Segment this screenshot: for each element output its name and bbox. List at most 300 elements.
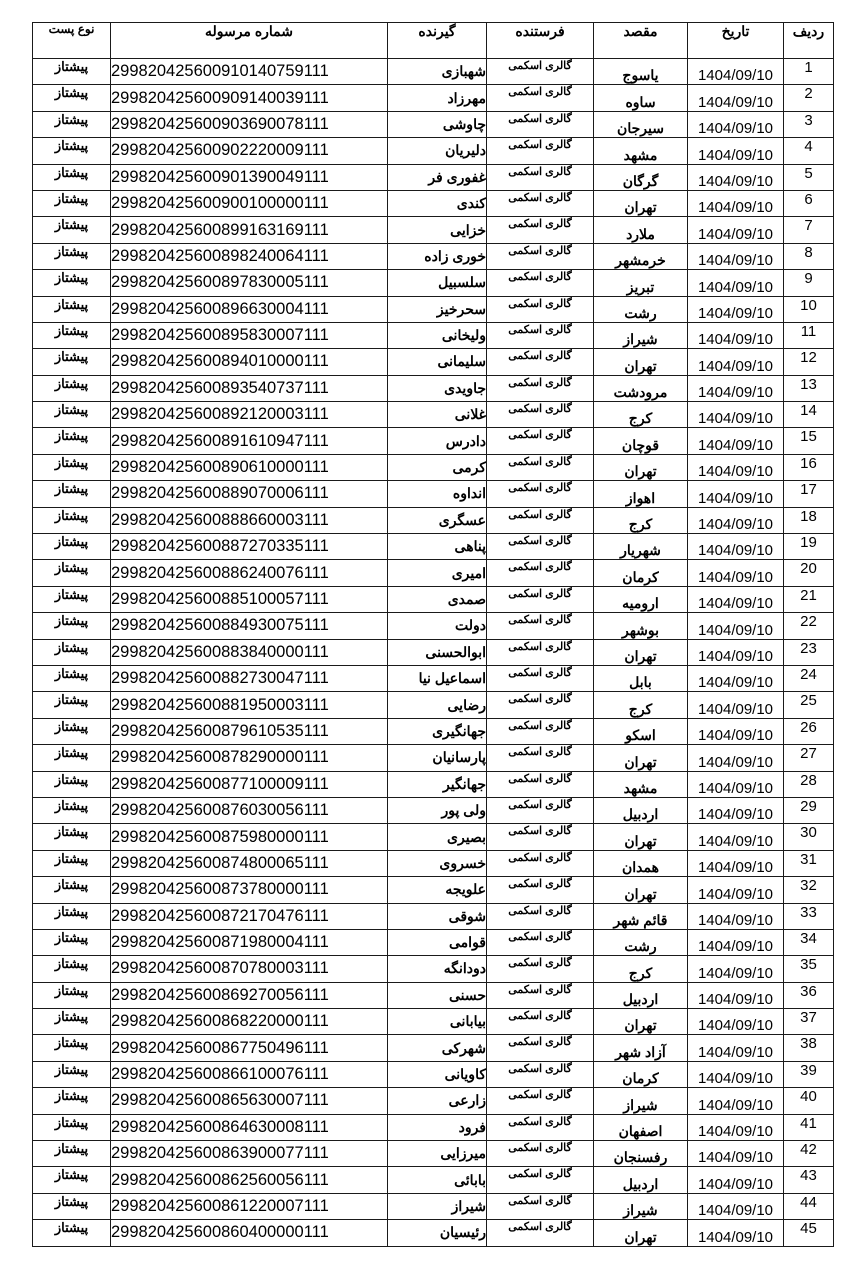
row-tracking-number: 299820425600889070006111 — [111, 481, 388, 507]
row-destination: اردبیل — [594, 1167, 688, 1193]
row-recipient: صمدی — [388, 586, 487, 612]
row-tracking-number: 299820425600887270335111 — [111, 534, 388, 560]
row-tracking-number: 299820425600883840000111 — [111, 639, 388, 665]
table-row — [33, 586, 834, 612]
table-row — [33, 1114, 834, 1140]
row-recipient: شهرکی — [388, 1035, 487, 1061]
row-recipient: خزایی — [388, 217, 487, 243]
table-row — [33, 349, 834, 375]
row-tracking-number: 299820425600861220007111 — [111, 1193, 388, 1219]
row-post-type: پیشتاز — [33, 507, 111, 533]
row-tracking-number: 299820425600869270056111 — [111, 982, 388, 1008]
row-destination: مشهد — [594, 771, 688, 797]
row-destination: قائم شهر — [594, 903, 688, 929]
row-tracking-number: 299820425600862560056111 — [111, 1167, 388, 1193]
row-sender: گالری اسکمی — [487, 454, 594, 480]
row-date: 1404/09/10 — [688, 1220, 784, 1246]
row-number: 44 — [784, 1193, 834, 1219]
row-tracking-number: 299820425600901390049111 — [111, 164, 388, 190]
row-recipient: جهانگیر — [388, 771, 487, 797]
row-date: 1404/09/10 — [688, 1141, 784, 1167]
table-row — [33, 243, 834, 269]
row-recipient: کندی — [388, 190, 487, 216]
row-number: 36 — [784, 982, 834, 1008]
row-date: 1404/09/10 — [688, 59, 784, 85]
table-row — [33, 797, 834, 823]
table-row — [33, 138, 834, 164]
row-sender: گالری اسکمی — [487, 850, 594, 876]
row-post-type: پیشتاز — [33, 190, 111, 216]
row-destination: کرج — [594, 692, 688, 718]
row-date: 1404/09/10 — [688, 982, 784, 1008]
table-row — [33, 375, 834, 401]
row-recipient: مهرزاد — [388, 85, 487, 111]
row-date: 1404/09/10 — [688, 402, 784, 428]
row-destination: کرج — [594, 956, 688, 982]
row-sender: گالری اسکمی — [487, 164, 594, 190]
row-destination: اسکو — [594, 718, 688, 744]
row-destination: شیراز — [594, 1088, 688, 1114]
row-post-type: پیشتاز — [33, 1141, 111, 1167]
row-recipient: جاویدی — [388, 375, 487, 401]
row-number: 11 — [784, 322, 834, 348]
row-date: 1404/09/10 — [688, 1035, 784, 1061]
row-number: 39 — [784, 1061, 834, 1087]
row-tracking-number: 299820425600884930075111 — [111, 613, 388, 639]
row-number: 42 — [784, 1141, 834, 1167]
row-post-type: پیشتاز — [33, 613, 111, 639]
row-number: 30 — [784, 824, 834, 850]
row-date: 1404/09/10 — [688, 507, 784, 533]
row-tracking-number: 299820425600909140039111 — [111, 85, 388, 111]
row-date: 1404/09/10 — [688, 217, 784, 243]
row-sender: گالری اسکمی — [487, 745, 594, 771]
row-post-type: پیشتاز — [33, 243, 111, 269]
row-tracking-number: 299820425600893540737111 — [111, 375, 388, 401]
row-tracking-number: 299820425600871980004111 — [111, 929, 388, 955]
table-row — [33, 270, 834, 296]
row-sender: گالری اسکمی — [487, 1114, 594, 1140]
row-recipient: بصیری — [388, 824, 487, 850]
row-date: 1404/09/10 — [688, 1193, 784, 1219]
row-date: 1404/09/10 — [688, 1088, 784, 1114]
row-destination: تهران — [594, 824, 688, 850]
row-post-type: پیشتاز — [33, 1009, 111, 1035]
row-number: 16 — [784, 454, 834, 480]
row-destination: سیرجان — [594, 111, 688, 137]
row-recipient: رئیسیان — [388, 1220, 487, 1246]
table-row — [33, 903, 834, 929]
table-row — [33, 507, 834, 533]
row-destination: اهواز — [594, 481, 688, 507]
row-tracking-number: 299820425600868220000111 — [111, 1009, 388, 1035]
row-tracking-number: 299820425600876030056111 — [111, 797, 388, 823]
row-post-type: پیشتاز — [33, 639, 111, 665]
row-sender: گالری اسکمی — [487, 375, 594, 401]
row-tracking-number: 299820425600891610947111 — [111, 428, 388, 454]
row-recipient: انداوه — [388, 481, 487, 507]
row-number: 14 — [784, 402, 834, 428]
row-date: 1404/09/10 — [688, 877, 784, 903]
row-destination: رشت — [594, 296, 688, 322]
row-destination: آزاد شهر — [594, 1035, 688, 1061]
row-tracking-number: 299820425600873780000111 — [111, 877, 388, 903]
row-number: 17 — [784, 481, 834, 507]
row-post-type: پیشتاز — [33, 217, 111, 243]
header-post-type: نوع پست — [33, 23, 111, 59]
row-post-type: پیشتاز — [33, 270, 111, 296]
row-number: 2 — [784, 85, 834, 111]
row-date: 1404/09/10 — [688, 85, 784, 111]
row-post-type: پیشتاز — [33, 877, 111, 903]
row-post-type: پیشتاز — [33, 665, 111, 691]
header-tracking-number: شماره مرسوله — [111, 23, 388, 59]
row-recipient: بابائی — [388, 1167, 487, 1193]
row-date: 1404/09/10 — [688, 481, 784, 507]
row-recipient: شیراز — [388, 1193, 487, 1219]
row-recipient: ولی پور — [388, 797, 487, 823]
row-recipient: اسماعیل نیا — [388, 665, 487, 691]
row-post-type: پیشتاز — [33, 982, 111, 1008]
row-date: 1404/09/10 — [688, 692, 784, 718]
row-destination: اردبیل — [594, 982, 688, 1008]
row-post-type: پیشتاز — [33, 296, 111, 322]
row-post-type: پیشتاز — [33, 560, 111, 586]
table-row — [33, 1009, 834, 1035]
row-recipient: خسروی — [388, 850, 487, 876]
row-sender: گالری اسکمی — [487, 322, 594, 348]
table-row — [33, 613, 834, 639]
row-destination: ملارد — [594, 217, 688, 243]
row-sender: گالری اسکمی — [487, 1193, 594, 1219]
table-row — [33, 745, 834, 771]
table-row — [33, 428, 834, 454]
row-sender: گالری اسکمی — [487, 639, 594, 665]
row-destination: بوشهر — [594, 613, 688, 639]
row-tracking-number: 299820425600860400000111 — [111, 1220, 388, 1246]
table-row — [33, 665, 834, 691]
table-row — [33, 877, 834, 903]
row-post-type: پیشتاز — [33, 454, 111, 480]
row-sender: گالری اسکمی — [487, 929, 594, 955]
row-sender: گالری اسکمی — [487, 877, 594, 903]
row-tracking-number: 299820425600895830007111 — [111, 322, 388, 348]
row-date: 1404/09/10 — [688, 349, 784, 375]
table-row — [33, 59, 834, 85]
row-date: 1404/09/10 — [688, 111, 784, 137]
row-recipient: پناهی — [388, 534, 487, 560]
table-body — [33, 59, 834, 1247]
row-number: 35 — [784, 956, 834, 982]
header-recipient: گیرنده — [388, 23, 487, 59]
row-post-type: پیشتاز — [33, 745, 111, 771]
header-row — [33, 23, 834, 59]
row-number: 18 — [784, 507, 834, 533]
row-number: 23 — [784, 639, 834, 665]
header-date: تاریخ — [688, 23, 784, 59]
row-recipient: قوامی — [388, 929, 487, 955]
row-recipient: ابوالحسنی — [388, 639, 487, 665]
row-destination: کرمان — [594, 1061, 688, 1087]
row-recipient: سلسبیل — [388, 270, 487, 296]
row-number: 38 — [784, 1035, 834, 1061]
table-row — [33, 771, 834, 797]
row-recipient: کرمی — [388, 454, 487, 480]
row-recipient: دودانگه — [388, 956, 487, 982]
row-number: 1 — [784, 59, 834, 85]
row-recipient: جهانگیری — [388, 718, 487, 744]
row-number: 10 — [784, 296, 834, 322]
row-destination: ارومیه — [594, 586, 688, 612]
row-post-type: پیشتاز — [33, 956, 111, 982]
header-destination: مقصد — [594, 23, 688, 59]
row-post-type: پیشتاز — [33, 929, 111, 955]
row-date: 1404/09/10 — [688, 718, 784, 744]
row-tracking-number: 299820425600864630008111 — [111, 1114, 388, 1140]
row-destination: مشهد — [594, 138, 688, 164]
table-row — [33, 1167, 834, 1193]
row-recipient: چاوشی — [388, 111, 487, 137]
row-post-type: پیشتاز — [33, 718, 111, 744]
row-destination: تهران — [594, 745, 688, 771]
row-number: 6 — [784, 190, 834, 216]
row-recipient: زارعی — [388, 1088, 487, 1114]
row-post-type: پیشتاز — [33, 797, 111, 823]
row-sender: گالری اسکمی — [487, 1088, 594, 1114]
row-recipient: بیابانی — [388, 1009, 487, 1035]
row-destination: مرودشت — [594, 375, 688, 401]
row-sender: گالری اسکمی — [487, 982, 594, 1008]
row-date: 1404/09/10 — [688, 1167, 784, 1193]
table-row — [33, 718, 834, 744]
row-recipient: رضایی — [388, 692, 487, 718]
row-destination: گرگان — [594, 164, 688, 190]
row-number: 41 — [784, 1114, 834, 1140]
row-destination: تهران — [594, 639, 688, 665]
row-date: 1404/09/10 — [688, 164, 784, 190]
table-row — [33, 164, 834, 190]
row-post-type: پیشتاز — [33, 481, 111, 507]
row-number: 21 — [784, 586, 834, 612]
row-tracking-number: 299820425600899163169111 — [111, 217, 388, 243]
row-date: 1404/09/10 — [688, 560, 784, 586]
row-sender: گالری اسکمی — [487, 138, 594, 164]
row-tracking-number: 299820425600885100057111 — [111, 586, 388, 612]
row-destination: همدان — [594, 850, 688, 876]
row-number: 31 — [784, 850, 834, 876]
table-row — [33, 111, 834, 137]
row-number: 26 — [784, 718, 834, 744]
row-destination: بابل — [594, 665, 688, 691]
row-number: 12 — [784, 349, 834, 375]
row-recipient: دولت — [388, 613, 487, 639]
row-number: 13 — [784, 375, 834, 401]
row-date: 1404/09/10 — [688, 322, 784, 348]
row-date: 1404/09/10 — [688, 929, 784, 955]
row-date: 1404/09/10 — [688, 1114, 784, 1140]
row-recipient: خوری زاده — [388, 243, 487, 269]
table-row — [33, 850, 834, 876]
table-row — [33, 481, 834, 507]
row-recipient: پارسانیان — [388, 745, 487, 771]
row-post-type: پیشتاز — [33, 534, 111, 560]
row-date: 1404/09/10 — [688, 771, 784, 797]
row-tracking-number: 299820425600882730047111 — [111, 665, 388, 691]
row-number: 5 — [784, 164, 834, 190]
row-post-type: پیشتاز — [33, 349, 111, 375]
row-recipient: سحرخیز — [388, 296, 487, 322]
row-post-type: پیشتاز — [33, 824, 111, 850]
table-row — [33, 982, 834, 1008]
row-post-type: پیشتاز — [33, 1088, 111, 1114]
row-tracking-number: 299820425600890610000111 — [111, 454, 388, 480]
row-recipient: غلانی — [388, 402, 487, 428]
row-tracking-number: 299820425600888660003111 — [111, 507, 388, 533]
row-sender: گالری اسکمی — [487, 692, 594, 718]
row-post-type: پیشتاز — [33, 850, 111, 876]
row-post-type: پیشتاز — [33, 1061, 111, 1087]
row-recipient: امیری — [388, 560, 487, 586]
table-row — [33, 85, 834, 111]
row-destination: تهران — [594, 1220, 688, 1246]
row-sender: گالری اسکمی — [487, 1035, 594, 1061]
row-destination: شیراز — [594, 1193, 688, 1219]
row-destination: ساوه — [594, 85, 688, 111]
table-row — [33, 560, 834, 586]
row-tracking-number: 299820425600865630007111 — [111, 1088, 388, 1114]
table-row — [33, 217, 834, 243]
row-recipient: کاویانی — [388, 1061, 487, 1087]
row-sender: گالری اسکمی — [487, 190, 594, 216]
row-post-type: پیشتاز — [33, 692, 111, 718]
row-tracking-number: 299820425600867750496111 — [111, 1035, 388, 1061]
row-number: 43 — [784, 1167, 834, 1193]
row-sender: گالری اسکمی — [487, 1061, 594, 1087]
row-recipient: ولیخانی — [388, 322, 487, 348]
row-recipient: علویجه — [388, 877, 487, 903]
row-destination: یاسوج — [594, 59, 688, 85]
row-post-type: پیشتاز — [33, 111, 111, 137]
row-number: 28 — [784, 771, 834, 797]
row-date: 1404/09/10 — [688, 138, 784, 164]
row-destination: شهریار — [594, 534, 688, 560]
row-sender: گالری اسکمی — [487, 85, 594, 111]
row-number: 40 — [784, 1088, 834, 1114]
row-tracking-number: 299820425600897830005111 — [111, 270, 388, 296]
table-row — [33, 322, 834, 348]
row-date: 1404/09/10 — [688, 1061, 784, 1087]
row-post-type: پیشتاز — [33, 59, 111, 85]
row-tracking-number: 299820425600872170476111 — [111, 903, 388, 929]
row-date: 1404/09/10 — [688, 586, 784, 612]
row-recipient: غفوری فر — [388, 164, 487, 190]
row-sender: گالری اسکمی — [487, 956, 594, 982]
row-sender: گالری اسکمی — [487, 1220, 594, 1246]
row-post-type: پیشتاز — [33, 1114, 111, 1140]
row-sender: گالری اسکمی — [487, 534, 594, 560]
row-tracking-number: 299820425600898240064111 — [111, 243, 388, 269]
row-number: 9 — [784, 270, 834, 296]
header-row-number: ردیف — [784, 23, 834, 59]
row-number: 29 — [784, 797, 834, 823]
row-date: 1404/09/10 — [688, 428, 784, 454]
table-row — [33, 1088, 834, 1114]
row-sender: گالری اسکمی — [487, 613, 594, 639]
row-number: 45 — [784, 1220, 834, 1246]
row-destination: تهران — [594, 349, 688, 375]
row-sender: گالری اسکمی — [487, 771, 594, 797]
table-row — [33, 190, 834, 216]
row-tracking-number: 299820425600878290000111 — [111, 745, 388, 771]
row-sender: گالری اسکمی — [487, 586, 594, 612]
row-post-type: پیشتاز — [33, 903, 111, 929]
row-sender: گالری اسکمی — [487, 481, 594, 507]
row-tracking-number: 299820425600881950003111 — [111, 692, 388, 718]
row-post-type: پیشتاز — [33, 1193, 111, 1219]
row-date: 1404/09/10 — [688, 745, 784, 771]
row-sender: گالری اسکمی — [487, 903, 594, 929]
row-date: 1404/09/10 — [688, 665, 784, 691]
row-number: 3 — [784, 111, 834, 137]
row-post-type: پیشتاز — [33, 402, 111, 428]
row-date: 1404/09/10 — [688, 375, 784, 401]
row-date: 1404/09/10 — [688, 243, 784, 269]
row-number: 25 — [784, 692, 834, 718]
row-number: 20 — [784, 560, 834, 586]
row-post-type: پیشتاز — [33, 85, 111, 111]
row-sender: گالری اسکمی — [487, 1141, 594, 1167]
row-sender: گالری اسکمی — [487, 428, 594, 454]
row-destination: رفسنجان — [594, 1141, 688, 1167]
row-tracking-number: 299820425600866100076111 — [111, 1061, 388, 1087]
table-row — [33, 454, 834, 480]
row-tracking-number: 299820425600879610535111 — [111, 718, 388, 744]
table-row — [33, 929, 834, 955]
row-number: 34 — [784, 929, 834, 955]
row-recipient: دادرس — [388, 428, 487, 454]
row-number: 27 — [784, 745, 834, 771]
row-sender: گالری اسکمی — [487, 824, 594, 850]
table-row — [33, 402, 834, 428]
row-post-type: پیشتاز — [33, 375, 111, 401]
row-number: 7 — [784, 217, 834, 243]
table-row — [33, 534, 834, 560]
table-row — [33, 1141, 834, 1167]
row-post-type: پیشتاز — [33, 138, 111, 164]
row-sender: گالری اسکمی — [487, 1167, 594, 1193]
row-destination: تبریز — [594, 270, 688, 296]
row-destination: تهران — [594, 454, 688, 480]
row-destination: کرج — [594, 507, 688, 533]
shipment-sheet — [32, 22, 833, 1247]
row-destination: اردبیل — [594, 797, 688, 823]
row-sender: گالری اسکمی — [487, 296, 594, 322]
row-date: 1404/09/10 — [688, 613, 784, 639]
row-date: 1404/09/10 — [688, 903, 784, 929]
row-destination: کرمان — [594, 560, 688, 586]
row-destination: تهران — [594, 877, 688, 903]
row-date: 1404/09/10 — [688, 639, 784, 665]
row-destination: کرج — [594, 402, 688, 428]
row-sender: گالری اسکمی — [487, 111, 594, 137]
table-row — [33, 956, 834, 982]
row-date: 1404/09/10 — [688, 956, 784, 982]
row-post-type: پیشتاز — [33, 1167, 111, 1193]
row-sender: گالری اسکمی — [487, 718, 594, 744]
row-tracking-number: 299820425600910140759111 — [111, 59, 388, 85]
row-tracking-number: 299820425600892120003111 — [111, 402, 388, 428]
row-tracking-number: 299820425600863900077111 — [111, 1141, 388, 1167]
